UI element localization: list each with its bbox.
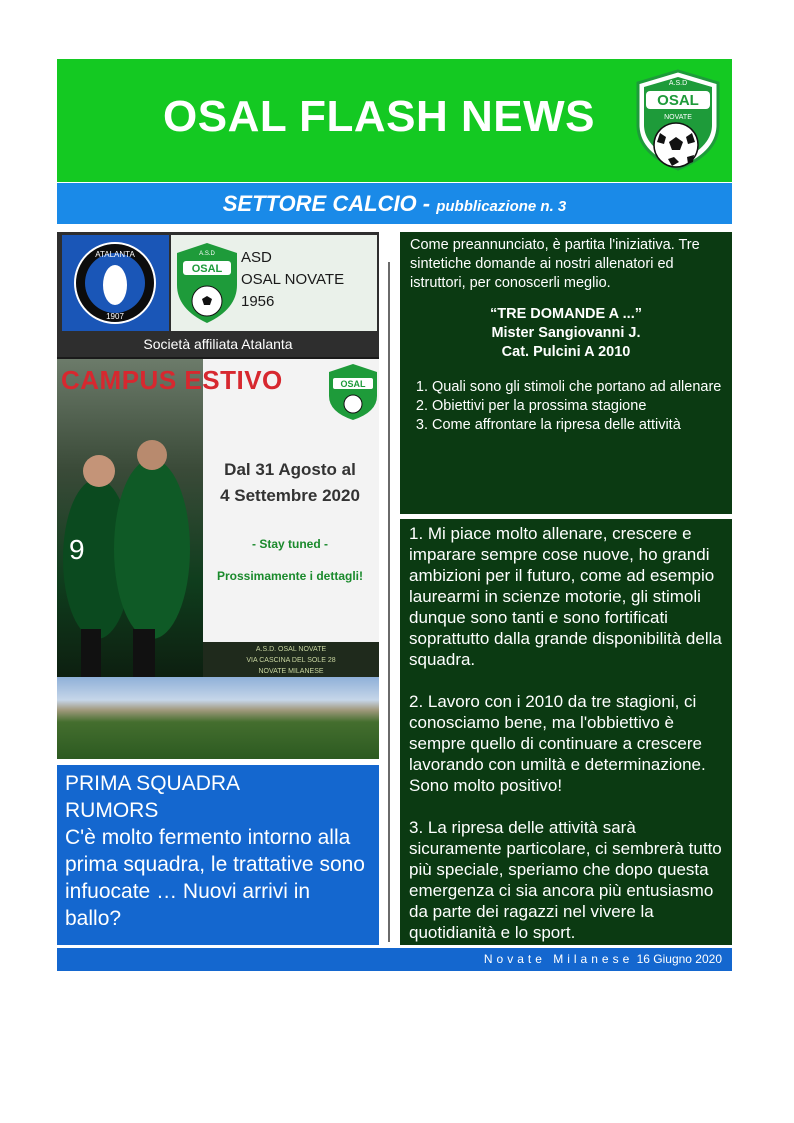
campus-section <box>57 359 379 677</box>
rumors-body: C'è molto fermento intorno alla prima squadra, le trattative sono infuocate … Nuovi arrivi in ballo? <box>65 826 365 930</box>
osal-novate-badge <box>171 235 377 331</box>
svg-text:A.S.D: A.S.D <box>199 251 215 257</box>
footer-date: 16 Giugno 2020 <box>636 952 722 966</box>
osal-line-1: ASD <box>241 249 272 266</box>
question-item: 3. Come affrontare la ripresa delle attività <box>432 416 722 435</box>
rumors-heading-1: PRIMA SQUADRA <box>65 772 241 795</box>
coach-category: Cat. Pulcini A 2010 <box>501 344 631 360</box>
subtitle-small: pubblicazione n. 3 <box>436 198 567 215</box>
osal-shield-icon <box>175 241 239 325</box>
rumors-box <box>57 765 379 945</box>
team-photo <box>57 359 203 677</box>
osal-line-2: OSAL NOVATE <box>241 271 345 288</box>
campus-word: CAMPUS <box>61 365 177 395</box>
rumors-heading-2: RUMORS <box>65 799 159 822</box>
svg-text:NOVATE: NOVATE <box>664 114 692 121</box>
address-line-2: VIA CASCINA DEL SOLE 28 <box>246 657 336 664</box>
answers-box <box>400 519 732 945</box>
svg-text:9: 9 <box>69 534 85 565</box>
osal-small-logo <box>327 362 379 422</box>
questions-list <box>410 378 722 435</box>
intro-text: Come preannunciato, è partita l'iniziativa. Tre sintetiche domande ai nostri allenatori ed istruttori, per conoscerli meglio. <box>410 237 700 291</box>
poster-header <box>57 232 379 357</box>
answer-2: 2. Lavoro con i 2010 da tre stagioni, ci conosciamo bene, ma l'obbiettivo è sempre quello di continuare a crescere lavorando con umiltà e determinazione. Sono molto positivo! <box>409 692 706 795</box>
footer-bar <box>57 948 732 971</box>
details-text: Prossimamente i dettagli! <box>216 569 364 583</box>
estivo-word: ESTIVO <box>184 365 283 395</box>
dates-line-1: Dal 31 Agosto al <box>224 460 356 479</box>
address-line-3: NOVATE MILANESE <box>258 668 324 675</box>
osal-logo <box>632 67 724 173</box>
subtitle-bar <box>57 183 732 224</box>
interview-heading <box>410 305 722 362</box>
affiliation-text: Società affiliata Atalanta <box>143 336 293 352</box>
svg-text:1907: 1907 <box>106 312 124 321</box>
page-title: OSAL FLASH NEWS <box>163 92 596 141</box>
svg-text:OSAL: OSAL <box>657 92 699 109</box>
svg-text:ATALANTA: ATALANTA <box>95 250 135 259</box>
subtitle-main: SETTORE CALCIO - <box>222 191 437 216</box>
answer-3: 3. La ripresa delle attività sarà sicuramente particolare, ci sembrerà tutto più speciale, speriamo che dopo questa emergenza ci sia ancora più entusiasmo da parte dei ragazzi nel vivere la quotidianità e lo sport. <box>409 818 722 942</box>
svg-text:A.S.D: A.S.D <box>668 80 688 87</box>
address-box <box>203 642 379 677</box>
atalanta-logo <box>62 235 169 331</box>
svg-text:OSAL: OSAL <box>340 379 366 389</box>
intro-box <box>400 232 732 514</box>
question-item: 2. Obiettivi per la prossima stagione <box>432 397 722 416</box>
answer-1: 1. Mi piace molto allenare, crescere e imparare sempre cose nuove, ho grandi ambizioni per il futuro, come ad esempio laurearmi in scienze motorie, gli stimoli dunque sono tanti e sono fortificati soprattutto dalla grande disponibilità della squadra. <box>409 524 722 669</box>
quote-title: “TRE DOMANDE A ...” <box>490 306 642 322</box>
atalanta-crest-icon <box>62 235 169 331</box>
dates-line-2: 4 Settembre 2020 <box>220 486 360 505</box>
players-image <box>57 359 203 677</box>
osal-name-block <box>241 247 371 313</box>
campus-dates <box>205 457 375 509</box>
campus-poster <box>57 232 379 759</box>
footer-town: Novate Milanese <box>483 952 634 966</box>
football-field-photo <box>57 677 379 759</box>
question-item: 1. Quali sono gli stimoli che portano ad allenare <box>432 378 722 397</box>
stay-tuned-text: - Stay tuned - <box>251 537 328 551</box>
column-divider <box>388 262 390 942</box>
osal-line-3: 1956 <box>241 293 275 310</box>
coach-name: Mister Sangiovanni J. <box>491 325 641 341</box>
address-line-1: A.S.D. OSAL NOVATE <box>255 646 327 653</box>
svg-text:OSAL: OSAL <box>191 263 223 275</box>
